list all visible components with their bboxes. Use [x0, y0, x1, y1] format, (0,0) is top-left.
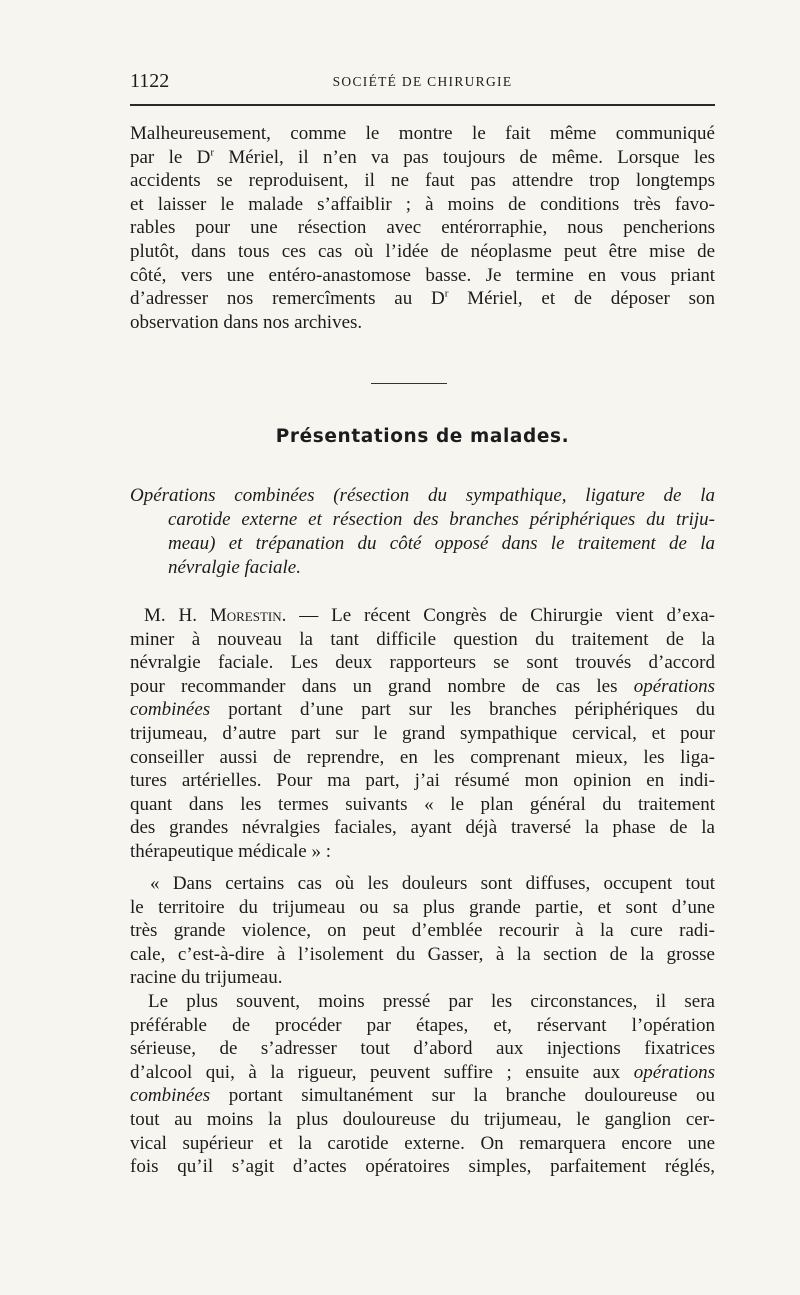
- running-head: SOCIÉTÉ DE CHIRURGIE: [332, 74, 513, 89]
- text-line: d’adresser nos remercîments au $D^r$ Mériel, et de déposer son: [130, 287, 715, 310]
- text-line: des grandes névralgies faciales, ayant déjà traversé la phase de la: [130, 817, 715, 839]
- text-line: et laisser le malade s’affaiblir ; à moins de conditions très favo-: [130, 193, 715, 215]
- text-line: fois qu’il s’agit d’actes opératoires simples, parfaitement réglés,: [130, 1156, 715, 1178]
- speaker-name: Morestin: [209, 605, 282, 626]
- section-divider: [371, 383, 447, 384]
- text-line: thérapeutique médicale » :: [130, 840, 331, 862]
- paragraph-stages: [130, 990, 715, 1179]
- text-line: par le $D^r$ Mériel, il n’en va pas toujours de même. Lorsque les: [130, 146, 715, 168]
- text-line: le territoire du trijumeau ou sa plus grande partie, et sont d’une: [130, 896, 715, 918]
- heading-line: meau) et trépanation du côté opposé dans le traitement de la: [168, 533, 715, 554]
- text-line: trijumeau, d’autre part sur le grand sympathique cervical, et pour: [130, 722, 715, 744]
- page-header: [130, 70, 715, 96]
- paragraph-continuation: [130, 122, 715, 334]
- text-line: combinées portant simultanément sur la branche douloureuse ou: [130, 1085, 715, 1107]
- text-line: miner à nouveau la tant difficile question du traitement de la: [130, 628, 715, 650]
- text-line: accidents se reproduisent, il ne faut pas attendre trop longtemps: [130, 170, 715, 192]
- text-line: côté, vers une entéro-anastomose basse. Je termine en vous priant: [130, 264, 715, 286]
- text-line: sérieuse, de s’adresser tout d’abord aux injections fixatrices: [130, 1038, 715, 1060]
- text-line: pour recommander dans un grand nombre de cas les opérations: [130, 675, 715, 697]
- text-line: plutôt, dans tous ces cas où l’idée de néoplasme peut être mise de: [130, 240, 715, 262]
- text-line: racine du trijumeau.: [130, 967, 283, 989]
- text-line: tures artérielles. Pour ma part, j’ai résumé mon opinion en indi-: [130, 770, 715, 792]
- text-line: préférable de procéder par étapes, et, réservant l’opération: [130, 1014, 715, 1036]
- header-rule: [130, 104, 715, 106]
- text-line: quant dans les termes suivants « le plan général du traitement: [130, 793, 715, 815]
- text-line: névralgie faciale. Les deux rapporteurs se sont trouvés d’accord: [130, 652, 715, 674]
- text-line: « Dans certains cas où les douleurs sont diffuses, occupent tout: [150, 873, 715, 894]
- text-line: très grande violence, on peut d’emblée recourir à la cure radi-: [130, 920, 715, 942]
- text-line: M. H. Morestin. — Le récent Congrès de Chirurgie vient d’exa-: [144, 605, 715, 626]
- speaker-initial: M. H.: [144, 605, 210, 626]
- text-line: observation dans nos archives.: [130, 311, 363, 333]
- text-line: d’alcool qui, à la rigueur, peuvent suffire ; ensuite aux opérations: [130, 1061, 715, 1083]
- paragraph-morestin: [130, 604, 715, 864]
- text-line: rables pour une résection avec entérorraphie, nous pencherions: [130, 217, 715, 239]
- paragraph-quote: [130, 872, 715, 990]
- text-line: combinées portant d’une part sur les branches périphériques du: [130, 699, 715, 721]
- text-line: cale, c’est-à-dire à l’isolement du Gasser, à la section de la grosse: [130, 943, 715, 965]
- heading-line: Opérations combinées (résection du sympathique, ligature de la: [130, 485, 715, 506]
- section-title: Présentations de malades.: [275, 426, 570, 447]
- heading-line: carotide externe et résection des branches périphériques du triju-: [168, 509, 715, 530]
- text-line: vical supérieur et la carotide externe. On remarquera encore une: [130, 1132, 715, 1154]
- text-line: Malheureusement, comme le montre le fait même communiqué: [130, 123, 715, 144]
- text-line: conseiller aussi de reprendre, en les comprenant mieux, les liga-: [130, 746, 715, 768]
- text-line: Le plus souvent, moins pressé par les circonstances, il sera: [148, 991, 715, 1012]
- article-heading: [130, 484, 715, 580]
- heading-line: névralgie faciale.: [168, 557, 301, 578]
- text-line: tout au moins la plus douloureuse du trijumeau, le ganglion cer-: [130, 1108, 715, 1130]
- page-number: 1122: [130, 70, 170, 92]
